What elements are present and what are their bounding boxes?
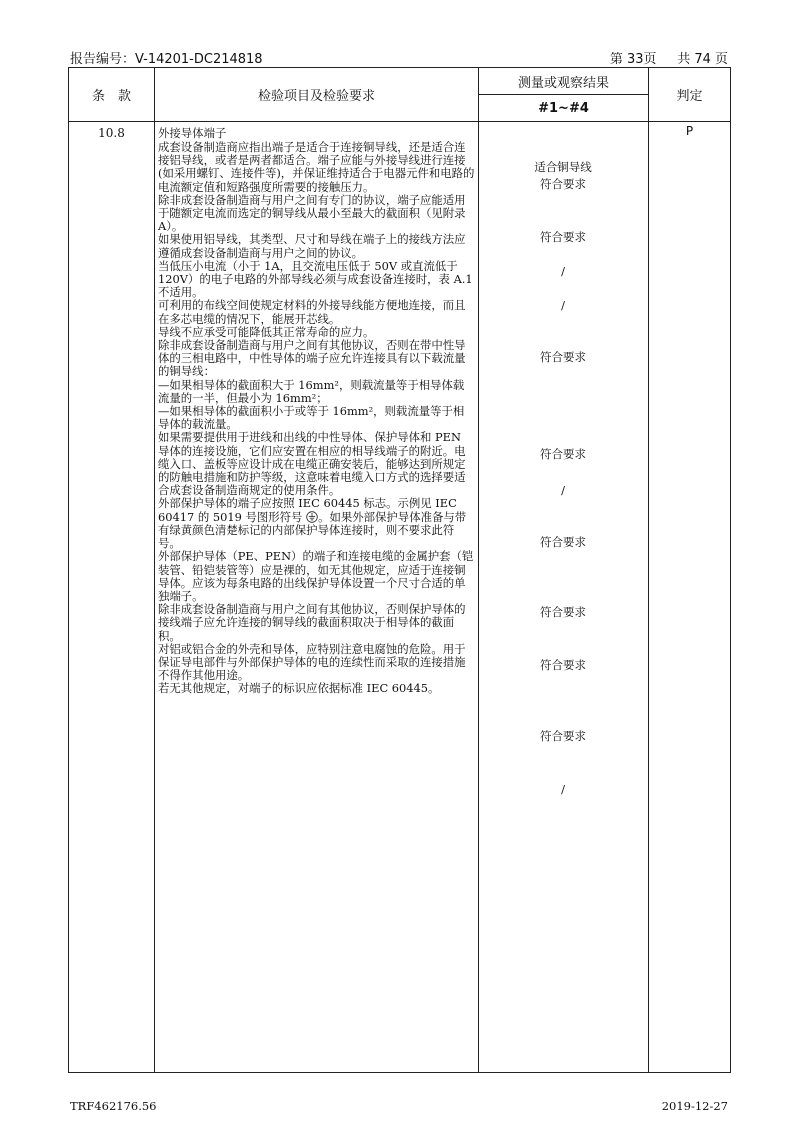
- earth-text-b: 。如果外部保护导体准备与带有绿黄颜色清楚标记的内部保护导体连接时，则不要求此符号。: [158, 509, 467, 551]
- requirement-paragraph: 成套设备制造商应指出端子是适合于连接铜导线，还是适合连接铝导线，或者是两者都适合。端子应能与外接导线进行连接(如采用螺钉、连接件等)，并保证维持适合于电器元件和电路的电流额定值和短路强度所需要的接触压力。: [158, 140, 475, 194]
- requirement-paragraph: 如果需要提供用于进线和出线的中性导体、保护导体和 PEN 导体的连接设施，它们应安置在相应的相导线端子的附近。电缆入口、盖板等应设计成在电缆正确安装后，能够达到所规定的防触电措施和防护等级，这意味着电缆入口方式的选择要适合成套设备制造商规定的使用条件。: [158, 430, 466, 498]
- header-requirement: 检验项目及检验要求: [155, 68, 479, 122]
- requirement-paragraph: 当低压小电流（小于 1A，且交流电压低于 50V 或直流低于 120V）的电子电路的外部导线必须与成套设备连接时，表 A.1 不适用。: [158, 258, 473, 300]
- result-item: 符合要求: [540, 447, 586, 461]
- header-samples: #1~#4: [479, 95, 649, 122]
- requirement-paragraph: 可利用的布线空间使规定材料的外接导线能方便地连接，而且在多芯电缆的情况下，能展开芯线。: [158, 298, 466, 326]
- requirement-paragraph: 对铝或铝合金的外壳和导体，应特别注意电腐蚀的危险。用于保证导电部件与外部保护导体的电的连续性而采取的连接措施不得作其他用途。: [158, 641, 466, 683]
- requirement-paragraph: 除非成套设备制造商与用户之间有专门的协议，端子应能适用于随额定电流而选定的铜导线从最小至最大的截面积（见附录 A）。: [158, 192, 466, 234]
- requirement-paragraph-earth: [158, 497, 475, 550]
- result-item: /: [561, 264, 565, 278]
- protective-earth-icon: [306, 511, 318, 523]
- result-item: 符合要求: [540, 177, 586, 191]
- requirement-paragraph: 除非成套设备制造商与用户之间有其他协议，否则保护导体的接线端子应允许连接的铜导线的截面积取决于相导体的截面积。: [158, 602, 466, 643]
- header-clause: 条 款: [69, 68, 155, 122]
- report-number: 报告编号：V-14201-DC214818: [70, 52, 263, 67]
- earth-text-a: 外部保护导体的端子应按照 IEC 60445 标志。示例见 IEC 60417 的 5019 号图形符号: [158, 496, 457, 524]
- requirement-title: 外接导体端子: [158, 126, 227, 140]
- page-total: 共 74 页: [677, 52, 728, 67]
- requirement-paragraph: 若无其他规定，对端子的标识应依据标准 IEC 60445。: [158, 681, 440, 696]
- requirement-paragraph: 除非成套设备制造商与用户之间有其他协议，否则在带中性导体的三相电路中，中性导体的端子应允许连接具有以下载流量的铜导线：: [158, 338, 466, 379]
- result-item: 符合要求: [540, 350, 586, 364]
- result-item: 适合铜导线: [534, 160, 592, 174]
- result-item: /: [561, 782, 565, 796]
- result-item: 符合要求: [540, 658, 586, 672]
- requirement-paragraph: 导线不应承受可能降低其正常寿命的应力。: [158, 324, 375, 339]
- result-item: 符合要求: [540, 729, 586, 743]
- result-item: /: [561, 298, 565, 312]
- result-item: 符合要求: [540, 605, 586, 619]
- result-item: 符合要求: [540, 535, 586, 549]
- inspection-table: [68, 67, 731, 1073]
- requirement-paragraph: —如果相导体的截面积小于或等于 16mm²，则载流量等于相导体的载流量。: [158, 404, 465, 432]
- requirement-paragraph: 如果使用铝导线，其类型、尺寸和导线在端子上的接线方法应遵循成套设备制造商与用户之间的协议。: [158, 232, 466, 260]
- verdict-cell: P: [649, 122, 731, 1073]
- requirement-paragraph: —如果相导体的截面积大于 16mm²，则载流量等于相导体载流量的一半，但最小为 16mm²；: [158, 377, 465, 405]
- result-item: 符合要求: [540, 230, 586, 244]
- result-item: /: [561, 483, 565, 497]
- clause-cell: 10.8: [69, 122, 155, 1073]
- page-number: 第 33页: [609, 52, 657, 67]
- requirement-paragraph: 外部保护导体（PE、PEN）的端子和连接电缆的金属护套（铠装管、铅铠装管等）应是裸的，如无其他规定，应适于连接铜导体。应该为每条电路的出线保护导体设置一个尺寸合适的单独端子。: [158, 549, 474, 603]
- requirement-cell: [155, 122, 479, 1073]
- issue-date: 2019-12-27: [661, 1099, 728, 1113]
- header-verdict: 判定: [649, 68, 731, 122]
- header-results: 测量或观察结果: [479, 68, 649, 95]
- page-info: [610, 48, 728, 67]
- form-number: TRF462176.56: [70, 1099, 157, 1113]
